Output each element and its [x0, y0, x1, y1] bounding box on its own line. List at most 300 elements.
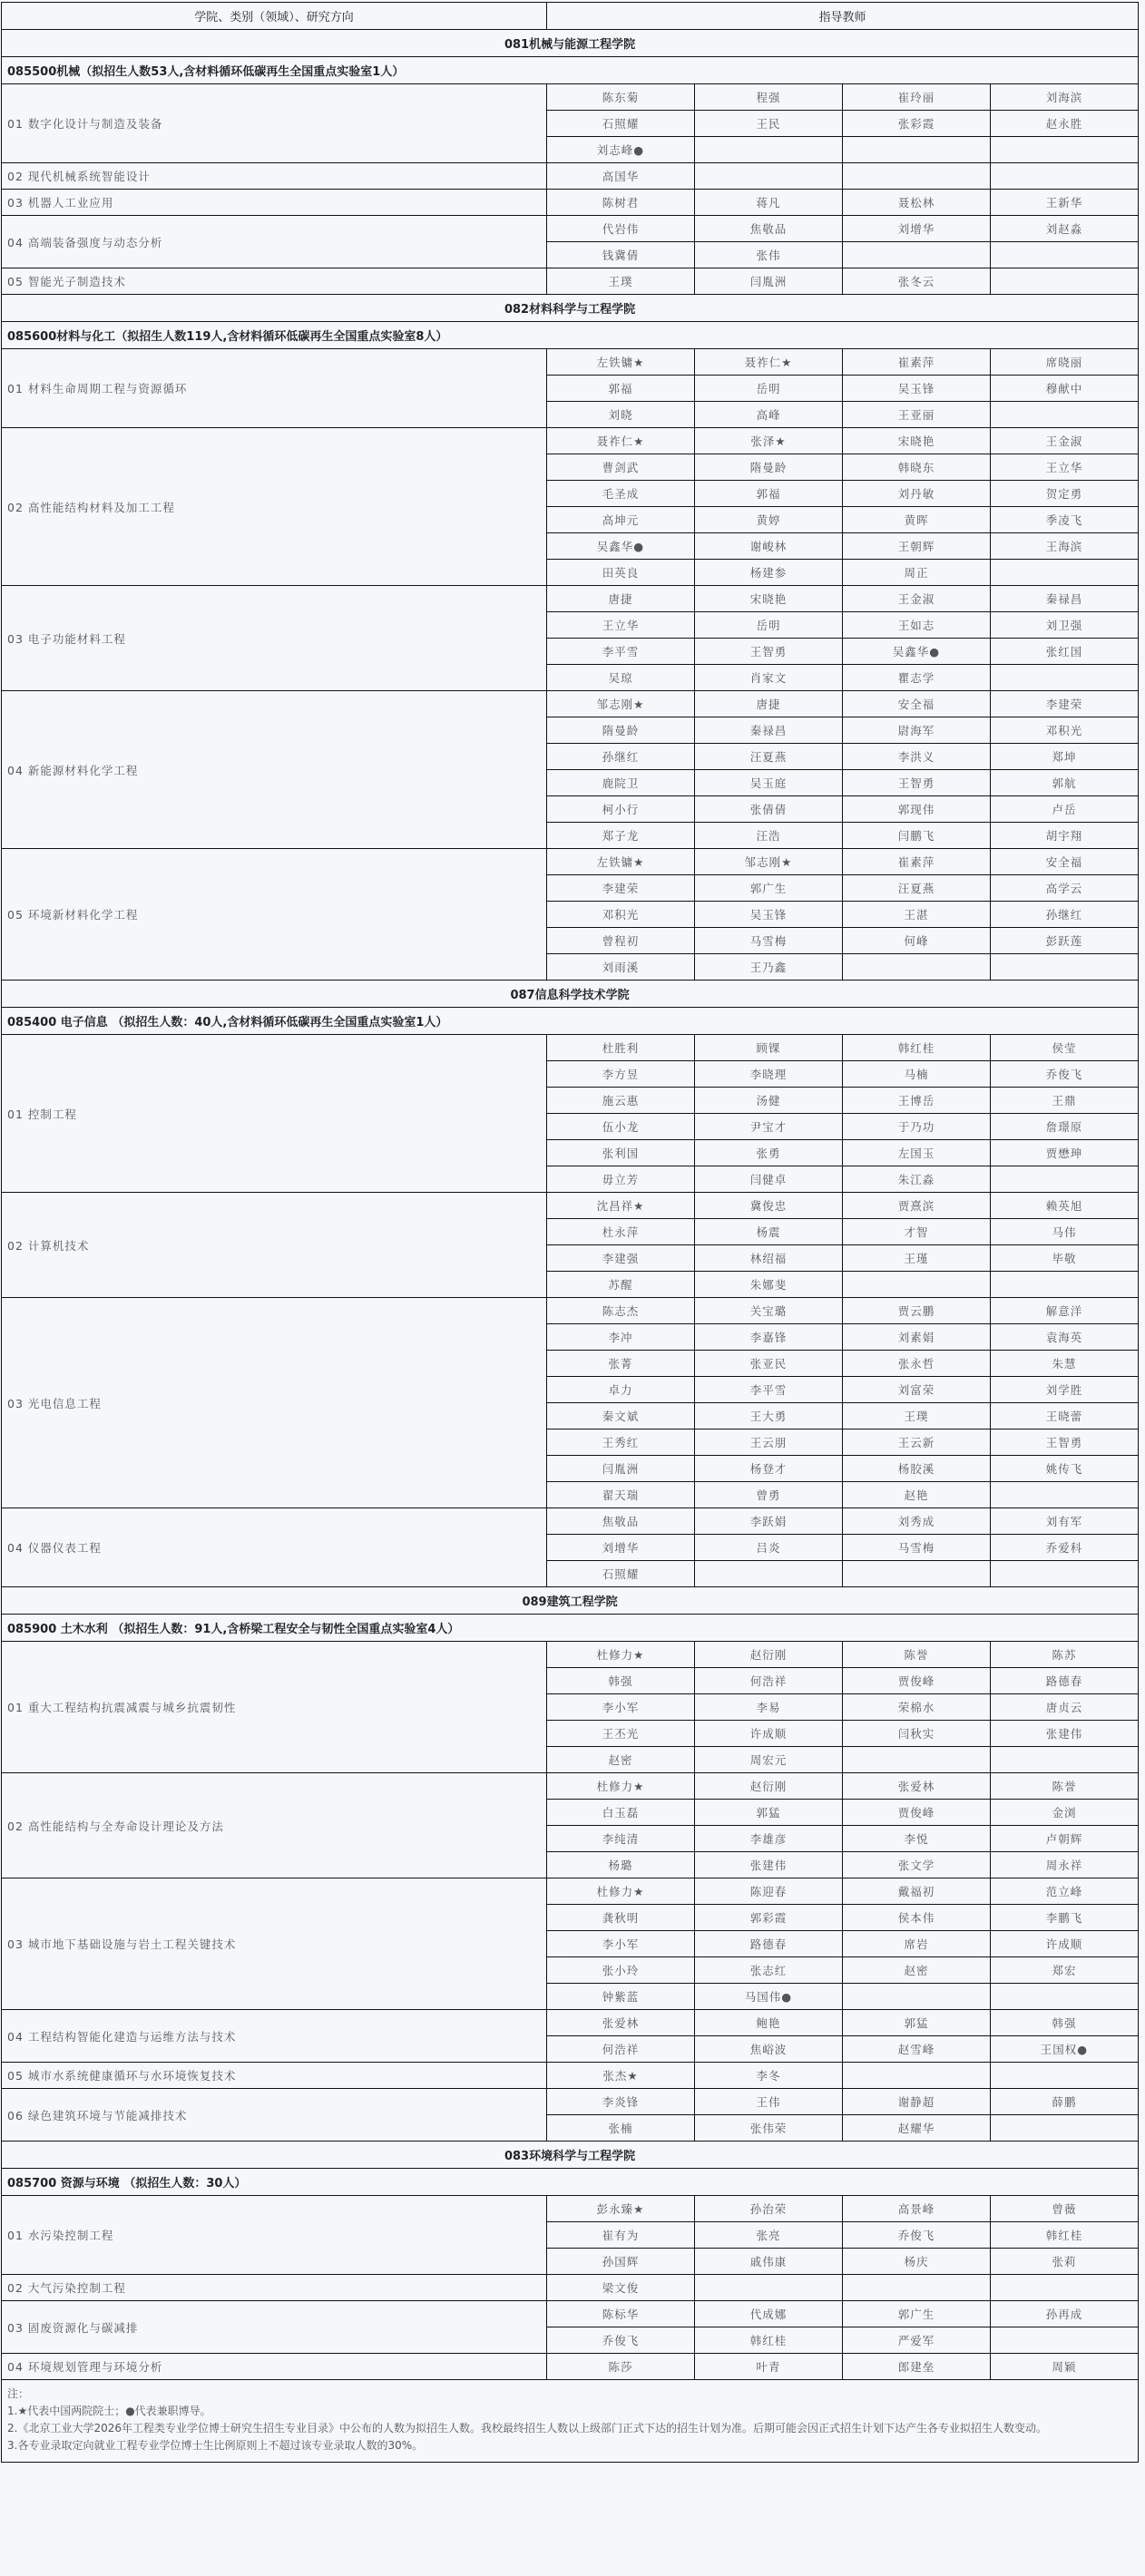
- advisor-name: 刘丹敏: [843, 481, 991, 507]
- research-direction: 01 材料生命周期工程与资源循环: [2, 349, 547, 428]
- empty-cell: [843, 242, 991, 268]
- advisor-name: 林绍福: [695, 1245, 843, 1272]
- advisor-name: 贾云鹏: [843, 1298, 991, 1324]
- advisor-name: 谢静超: [843, 2089, 991, 2115]
- college-name: 089建筑工程学院: [2, 1587, 1139, 1615]
- advisor-name: 安全福: [991, 849, 1139, 875]
- advisor-name: 张亮: [695, 2222, 843, 2249]
- advisor-name: 穆献中: [991, 376, 1139, 402]
- advisor-name: 韩强: [991, 2010, 1139, 2036]
- advisor-name: 吴鑫华●: [843, 639, 991, 665]
- advisor-name: 詹璟原: [991, 1114, 1139, 1140]
- college-name: 081机械与能源工程学院: [2, 30, 1139, 57]
- advisor-name: 何峰: [843, 928, 991, 954]
- advisor-name: 钱冀倩: [547, 242, 695, 268]
- advisor-name: 吴玉锋: [695, 902, 843, 928]
- direction-row: [2, 190, 1139, 216]
- advisor-name: 王云新: [843, 1429, 991, 1456]
- advisor-name: 陈标华: [547, 2301, 695, 2327]
- advisor-name: 陈莎: [547, 2354, 695, 2380]
- notes-cell: [2, 2380, 1139, 2463]
- advisor-name: 韩红桂: [695, 2327, 843, 2354]
- research-direction: 05 城市水系统健康循环与水环境恢复技术: [2, 2063, 547, 2089]
- advisor-name: 陈迎春: [695, 1878, 843, 1905]
- advisor-name: 陈树君: [547, 190, 695, 216]
- advisor-name: 邓积光: [991, 717, 1139, 744]
- empty-cell: [991, 1747, 1139, 1773]
- research-direction: 05 环境新材料化学工程: [2, 849, 547, 981]
- advisor-name: 王秀红: [547, 1429, 695, 1456]
- advisor-name: 孙治荣: [695, 2196, 843, 2222]
- advisor-name: 孙国辉: [547, 2249, 695, 2275]
- research-direction: 02 现代机械系统智能设计: [2, 163, 547, 190]
- major-title: 085700 资源与环境 （拟招生人数：30人）: [2, 2169, 1139, 2196]
- direction-row: [2, 428, 1139, 454]
- advisor-name: 张小玲: [547, 1957, 695, 1984]
- note-line: 3.各专业录取定向就业工程专业学位博士生比例原则上不超过该专业录取人数的30%。: [7, 2439, 424, 2452]
- research-direction: 03 光电信息工程: [2, 1298, 547, 1508]
- advisor-name: 郭彩霞: [695, 1905, 843, 1931]
- advisor-name: 韩红桂: [843, 1035, 991, 1061]
- advisor-name: 刘赵淼: [991, 216, 1139, 242]
- advisor-name: 杜胜利: [547, 1035, 695, 1061]
- direction-row: [2, 216, 1139, 242]
- advisor-name: 毛圣成: [547, 481, 695, 507]
- advisor-name: 施云惠: [547, 1088, 695, 1114]
- empty-cell: [991, 2115, 1139, 2142]
- college-name: 082材料科学与工程学院: [2, 295, 1139, 322]
- enrollment-catalog: [1, 2, 1138, 2463]
- research-direction: 04 仪器仪表工程: [2, 1508, 547, 1587]
- advisor-name: 王瑾: [843, 1245, 991, 1272]
- advisor-name: 隋曼龄: [547, 717, 695, 744]
- direction-row: [2, 268, 1139, 295]
- advisor-name: 郭现伟: [843, 796, 991, 823]
- advisor-name: 肖家文: [695, 665, 843, 691]
- advisor-name: 杨登才: [695, 1456, 843, 1482]
- direction-row: [2, 2063, 1139, 2089]
- advisor-name: 顾锞: [695, 1035, 843, 1061]
- advisor-name: 周颖: [991, 2354, 1139, 2380]
- advisor-name: 王晓蕾: [991, 1403, 1139, 1429]
- advisor-name: 郭航: [991, 770, 1139, 796]
- header-advisors: 指导教师: [547, 3, 1139, 30]
- empty-cell: [991, 1166, 1139, 1193]
- advisor-name: 李洪义: [843, 744, 991, 770]
- advisor-name: 贺定勇: [991, 481, 1139, 507]
- advisor-name: 贾熹滨: [843, 1193, 991, 1219]
- advisor-name: 赵永胜: [991, 111, 1139, 137]
- advisor-name: 郭广生: [695, 875, 843, 902]
- advisor-name: 孙继红: [547, 744, 695, 770]
- advisor-name: 田英良: [547, 560, 695, 586]
- advisor-name: 曾勇: [695, 1482, 843, 1508]
- advisor-name: 王国权●: [991, 2036, 1139, 2063]
- advisor-name: 聂祚仁★: [547, 428, 695, 454]
- advisor-name: 曾薇: [991, 2196, 1139, 2222]
- advisor-name: 汪夏燕: [695, 744, 843, 770]
- advisor-name: 焦敬品: [695, 216, 843, 242]
- advisor-name: 李纯清: [547, 1826, 695, 1852]
- advisor-name: 李建荣: [547, 875, 695, 902]
- empty-cell: [843, 137, 991, 163]
- advisor-name: 李炎锋: [547, 2089, 695, 2115]
- empty-cell: [991, 1272, 1139, 1298]
- research-direction: 04 工程结构智能化建造与运维方法与技术: [2, 2010, 547, 2063]
- advisor-name: 龚秋明: [547, 1905, 695, 1931]
- research-direction: 04 新能源材料化学工程: [2, 691, 547, 849]
- research-direction: 04 环境规划管理与环境分析: [2, 2354, 547, 2380]
- advisor-name: 吕炎: [695, 1535, 843, 1561]
- advisor-name: 李方昱: [547, 1061, 695, 1088]
- empty-cell: [991, 1984, 1139, 2010]
- advisor-name: 郑宏: [991, 1957, 1139, 1984]
- advisor-name: 隋曼龄: [695, 454, 843, 481]
- research-direction: 02 高性能结构与全寿命设计理论及方法: [2, 1773, 547, 1878]
- advisor-name: 刘素娟: [843, 1324, 991, 1351]
- advisor-name: 鲍艳: [695, 2010, 843, 2036]
- advisor-name: 周宏元: [695, 1747, 843, 1773]
- advisor-name: 王大勇: [695, 1403, 843, 1429]
- advisor-name: 马伟: [991, 1219, 1139, 1245]
- advisor-name: 张杰★: [547, 2063, 695, 2089]
- direction-row: [2, 163, 1139, 190]
- research-direction: 02 高性能结构材料及加工工程: [2, 428, 547, 586]
- advisor-name: 张莉: [991, 2249, 1139, 2275]
- advisor-name: 唐捷: [695, 691, 843, 717]
- advisor-name: 张伟荣: [695, 2115, 843, 2142]
- advisor-name: 岳明: [695, 376, 843, 402]
- advisor-name: 代岩伟: [547, 216, 695, 242]
- advisor-name: 苏醒: [547, 1272, 695, 1298]
- advisor-name: 杜修力★: [547, 1642, 695, 1668]
- research-direction: 06 绿色建筑环境与节能减排技术: [2, 2089, 547, 2142]
- research-direction: 02 计算机技术: [2, 1193, 547, 1298]
- major-title: 085900 土木水利 （拟招生人数：91人,含桥梁工程安全与韧性全国重点实验室4人）: [2, 1615, 1139, 1642]
- advisor-name: 王璞: [547, 268, 695, 295]
- advisor-name: 许成顺: [695, 1721, 843, 1747]
- advisor-name: 刘增华: [843, 216, 991, 242]
- advisor-name: 王乃鑫: [695, 954, 843, 981]
- advisor-name: 关宝璐: [695, 1298, 843, 1324]
- advisor-name: 冀俊忠: [695, 1193, 843, 1219]
- advisor-name: 赖英旭: [991, 1193, 1139, 1219]
- advisor-name: 路德春: [991, 1668, 1139, 1694]
- empty-cell: [991, 242, 1139, 268]
- advisor-name: 闫健卓: [695, 1166, 843, 1193]
- advisor-name: 张爱林: [843, 1773, 991, 1800]
- advisor-name: 代成娜: [695, 2301, 843, 2327]
- advisor-name: 杨璐: [547, 1852, 695, 1878]
- table-header-row: [2, 3, 1139, 30]
- advisor-name: 张文学: [843, 1852, 991, 1878]
- advisor-name: 朱江淼: [843, 1166, 991, 1193]
- advisor-name: 高学云: [991, 875, 1139, 902]
- advisor-name: 许成顺: [991, 1931, 1139, 1957]
- direction-row: [2, 84, 1139, 111]
- advisor-name: 翟天瑞: [547, 1482, 695, 1508]
- advisor-name: 李小军: [547, 1694, 695, 1721]
- advisor-name: 杜永萍: [547, 1219, 695, 1245]
- research-direction: 01 数字化设计与制造及装备: [2, 84, 547, 163]
- advisor-name: 张志红: [695, 1957, 843, 1984]
- advisor-name: 张勇: [695, 1140, 843, 1166]
- advisor-name: 贾懋珅: [991, 1140, 1139, 1166]
- empty-cell: [991, 1561, 1139, 1587]
- advisor-name: 高国华: [547, 163, 695, 190]
- direction-row: [2, 1508, 1139, 1535]
- direction-row: [2, 1193, 1139, 1219]
- advisor-name: 毕敬: [991, 1245, 1139, 1272]
- advisor-name: 张楠: [547, 2115, 695, 2142]
- advisor-name: 侯本伟: [843, 1905, 991, 1931]
- advisor-name: 郑坤: [991, 744, 1139, 770]
- advisor-name: 韩红桂: [991, 2222, 1139, 2249]
- advisor-name: 陈东菊: [547, 84, 695, 111]
- research-direction: 01 重大工程结构抗震减震与城乡抗震韧性: [2, 1642, 547, 1773]
- advisor-name: 李鹏飞: [991, 1905, 1139, 1931]
- empty-cell: [991, 137, 1139, 163]
- direction-row: [2, 849, 1139, 875]
- advisor-name: 郭猛: [843, 2010, 991, 2036]
- advisor-name: 黄晖: [843, 507, 991, 533]
- empty-cell: [843, 2063, 991, 2089]
- advisor-name: 王智勇: [695, 639, 843, 665]
- advisor-name: 马雪梅: [695, 928, 843, 954]
- advisor-name: 张建伟: [695, 1852, 843, 1878]
- advisor-name: 李悦: [843, 1826, 991, 1852]
- advisor-name: 赵艳: [843, 1482, 991, 1508]
- advisor-name: 张永哲: [843, 1351, 991, 1377]
- advisor-name: 路德春: [695, 1931, 843, 1957]
- advisor-name: 钟紫蓝: [547, 1984, 695, 2010]
- advisor-name: 谢峻林: [695, 533, 843, 560]
- advisor-name: 杨震: [695, 1219, 843, 1245]
- advisor-name: 陈志杰: [547, 1298, 695, 1324]
- advisor-name: 瞿志学: [843, 665, 991, 691]
- advisor-name: 马雪梅: [843, 1535, 991, 1561]
- advisor-name: 张泽★: [695, 428, 843, 454]
- direction-row: [2, 586, 1139, 612]
- advisor-name: 王智勇: [991, 1429, 1139, 1456]
- advisor-name: 吴琼: [547, 665, 695, 691]
- research-direction: 01 水污染控制工程: [2, 2196, 547, 2275]
- advisor-name: 赵耀华: [843, 2115, 991, 2142]
- direction-row: [2, 1878, 1139, 1905]
- advisor-name: 秦禄昌: [991, 586, 1139, 612]
- research-direction: 02 大气污染控制工程: [2, 2275, 547, 2301]
- advisor-name: 汪夏燕: [843, 875, 991, 902]
- empty-cell: [991, 2327, 1139, 2354]
- empty-cell: [843, 1984, 991, 2010]
- direction-row: [2, 2301, 1139, 2327]
- advisor-name: 宋晓艳: [843, 428, 991, 454]
- advisor-name: 聂松林: [843, 190, 991, 216]
- advisor-name: 邹志刚★: [695, 849, 843, 875]
- advisor-name: 焦敬品: [547, 1508, 695, 1535]
- advisor-name: 宋晓艳: [695, 586, 843, 612]
- advisor-name: 彭永臻★: [547, 2196, 695, 2222]
- advisor-name: 王民: [695, 111, 843, 137]
- note-line: 2.《北京工业大学2026年工程类专业学位博士研究生招生专业目录》中公布的人数为拟招生人数。我校最终招生人数以上级部门正式下达的招生计划为准。后期可能会因正式招生计划下达产生各专业拟招生人数变动。: [7, 2422, 1047, 2435]
- advisor-name: 闫胤洲: [547, 1456, 695, 1482]
- college-name: 087信息科学技术学院: [2, 981, 1139, 1008]
- advisor-name: 唐贞云: [991, 1694, 1139, 1721]
- direction-row: [2, 1773, 1139, 1800]
- advisor-name: 李冬: [695, 2063, 843, 2089]
- advisor-name: 刘卫强: [991, 612, 1139, 639]
- advisor-name: 陈苏: [991, 1642, 1139, 1668]
- advisor-name: 马楠: [843, 1061, 991, 1088]
- advisor-name: 张冬云: [843, 268, 991, 295]
- advisor-name: 王智勇: [843, 770, 991, 796]
- advisor-name: 周永祥: [991, 1852, 1139, 1878]
- advisor-name: 曾程初: [547, 928, 695, 954]
- header-direction: 学院、类别（领域）、研究方向: [2, 3, 547, 30]
- advisor-name: 孙继红: [991, 902, 1139, 928]
- advisor-name: 侯莹: [991, 1035, 1139, 1061]
- major-row: [2, 57, 1139, 84]
- empty-cell: [991, 1482, 1139, 1508]
- advisor-name: 王金淑: [991, 428, 1139, 454]
- college-row: [2, 295, 1139, 322]
- advisor-name: 朱娜斐: [695, 1272, 843, 1298]
- advisor-name: 王海滨: [991, 533, 1139, 560]
- advisor-name: 左铁镛★: [547, 349, 695, 376]
- direction-row: [2, 2089, 1139, 2115]
- advisor-name: 赵衍刚: [695, 1642, 843, 1668]
- advisor-name: 乔爱科: [991, 1535, 1139, 1561]
- major-title: 085500机械（拟招生人数53人,含材料循环低碳再生全国重点实验室1人）: [2, 57, 1139, 84]
- empty-cell: [991, 268, 1139, 295]
- advisor-name: 戴福初: [843, 1878, 991, 1905]
- advisor-name: 李建强: [547, 1245, 695, 1272]
- direction-row: [2, 2010, 1139, 2036]
- advisor-name: 范立峰: [991, 1878, 1139, 1905]
- advisor-name: 严爱军: [843, 2327, 991, 2354]
- empty-cell: [991, 665, 1139, 691]
- advisor-name: 郭猛: [695, 1800, 843, 1826]
- college-name: 083环境科学与工程学院: [2, 2142, 1139, 2169]
- advisor-name: 尉海军: [843, 717, 991, 744]
- advisor-name: 刘雨溪: [547, 954, 695, 981]
- advisor-name: 袁海英: [991, 1324, 1139, 1351]
- advisor-name: 李嘉锋: [695, 1324, 843, 1351]
- advisor-name: 杨庆: [843, 2249, 991, 2275]
- advisor-name: 季凌飞: [991, 507, 1139, 533]
- empty-cell: [695, 2275, 843, 2301]
- empty-cell: [991, 2275, 1139, 2301]
- advisor-name: 王金淑: [843, 586, 991, 612]
- advisor-name: 张菁: [547, 1351, 695, 1377]
- advisor-name: 席岩: [843, 1931, 991, 1957]
- advisor-name: 岳明: [695, 612, 843, 639]
- advisor-name: 吴玉锋: [843, 376, 991, 402]
- advisor-name: 解意洋: [991, 1298, 1139, 1324]
- advisor-name: 马国伟●: [695, 1984, 843, 2010]
- research-direction: 04 高端装备强度与动态分析: [2, 216, 547, 268]
- advisor-name: 朱慧: [991, 1351, 1139, 1377]
- advisor-name: 王璞: [843, 1403, 991, 1429]
- advisor-name: 杨胶溪: [843, 1456, 991, 1482]
- advisor-name: 王丕光: [547, 1721, 695, 1747]
- empty-cell: [991, 402, 1139, 428]
- advisor-name: 张爱林: [547, 2010, 695, 2036]
- advisor-name: 赵密: [547, 1747, 695, 1773]
- advisor-name: 王博岳: [843, 1088, 991, 1114]
- advisor-name: 杜修力★: [547, 1773, 695, 1800]
- advisor-name: 彭跃莲: [991, 928, 1139, 954]
- college-row: [2, 2142, 1139, 2169]
- advisor-name: 石照耀: [547, 111, 695, 137]
- advisor-name: 卢朝辉: [991, 1826, 1139, 1852]
- advisor-name: 周正: [843, 560, 991, 586]
- research-direction: 05 智能光子制造技术: [2, 268, 547, 295]
- notes-row: [2, 2380, 1139, 2463]
- advisor-name: 尹宝才: [695, 1114, 843, 1140]
- advisor-name: 刘学胜: [991, 1377, 1139, 1403]
- advisor-name: 高坤元: [547, 507, 695, 533]
- direction-row: [2, 2196, 1139, 2222]
- direction-row: [2, 691, 1139, 717]
- advisor-name: 李冲: [547, 1324, 695, 1351]
- advisor-name: 何浩祥: [547, 2036, 695, 2063]
- empty-cell: [695, 137, 843, 163]
- college-row: [2, 30, 1139, 57]
- advisor-name: 刘晓: [547, 402, 695, 428]
- advisor-name: 孙再成: [991, 2301, 1139, 2327]
- advisor-name: 李平雪: [695, 1377, 843, 1403]
- advisor-name: 石照耀: [547, 1561, 695, 1587]
- advisor-name: 崔素萍: [843, 349, 991, 376]
- advisor-name: 赵雪峰: [843, 2036, 991, 2063]
- advisor-name: 何浩祥: [695, 1668, 843, 1694]
- advisor-name: 王亚丽: [843, 402, 991, 428]
- advisor-name: 刘富荣: [843, 1377, 991, 1403]
- empty-cell: [991, 2063, 1139, 2089]
- advisor-name: 吴玉庭: [695, 770, 843, 796]
- advisor-name: 李晓理: [695, 1061, 843, 1088]
- advisor-name: 王鼎: [991, 1088, 1139, 1114]
- advisor-name: 王朝辉: [843, 533, 991, 560]
- direction-row: [2, 2275, 1139, 2301]
- notes-title: 注：: [7, 2387, 30, 2400]
- advisor-name: 戚伟康: [695, 2249, 843, 2275]
- advisor-name: 张利国: [547, 1140, 695, 1166]
- advisor-name: 贾俊峰: [843, 1800, 991, 1826]
- major-row: [2, 1615, 1139, 1642]
- advisor-name: 李雄彦: [695, 1826, 843, 1852]
- advisor-name: 赵密: [843, 1957, 991, 1984]
- empty-cell: [843, 954, 991, 981]
- advisor-name: 王新华: [991, 190, 1139, 216]
- advisor-name: 崔有为: [547, 2222, 695, 2249]
- direction-row: [2, 1035, 1139, 1061]
- advisor-name: 于乃功: [843, 1114, 991, 1140]
- empty-cell: [991, 560, 1139, 586]
- advisor-name: 王如志: [843, 612, 991, 639]
- advisor-name: 王立华: [991, 454, 1139, 481]
- advisor-name: 李易: [695, 1694, 843, 1721]
- college-row: [2, 1587, 1139, 1615]
- advisor-name: 李小军: [547, 1931, 695, 1957]
- advisor-name: 聂祚仁★: [695, 349, 843, 376]
- major-row: [2, 1008, 1139, 1035]
- advisor-name: 黄婷: [695, 507, 843, 533]
- advisor-name: 张建伟: [991, 1721, 1139, 1747]
- major-title: 085600材料与化工（拟招生人数119人,含材料循环低碳再生全国重点实验室8人）: [2, 322, 1139, 349]
- empty-cell: [843, 163, 991, 190]
